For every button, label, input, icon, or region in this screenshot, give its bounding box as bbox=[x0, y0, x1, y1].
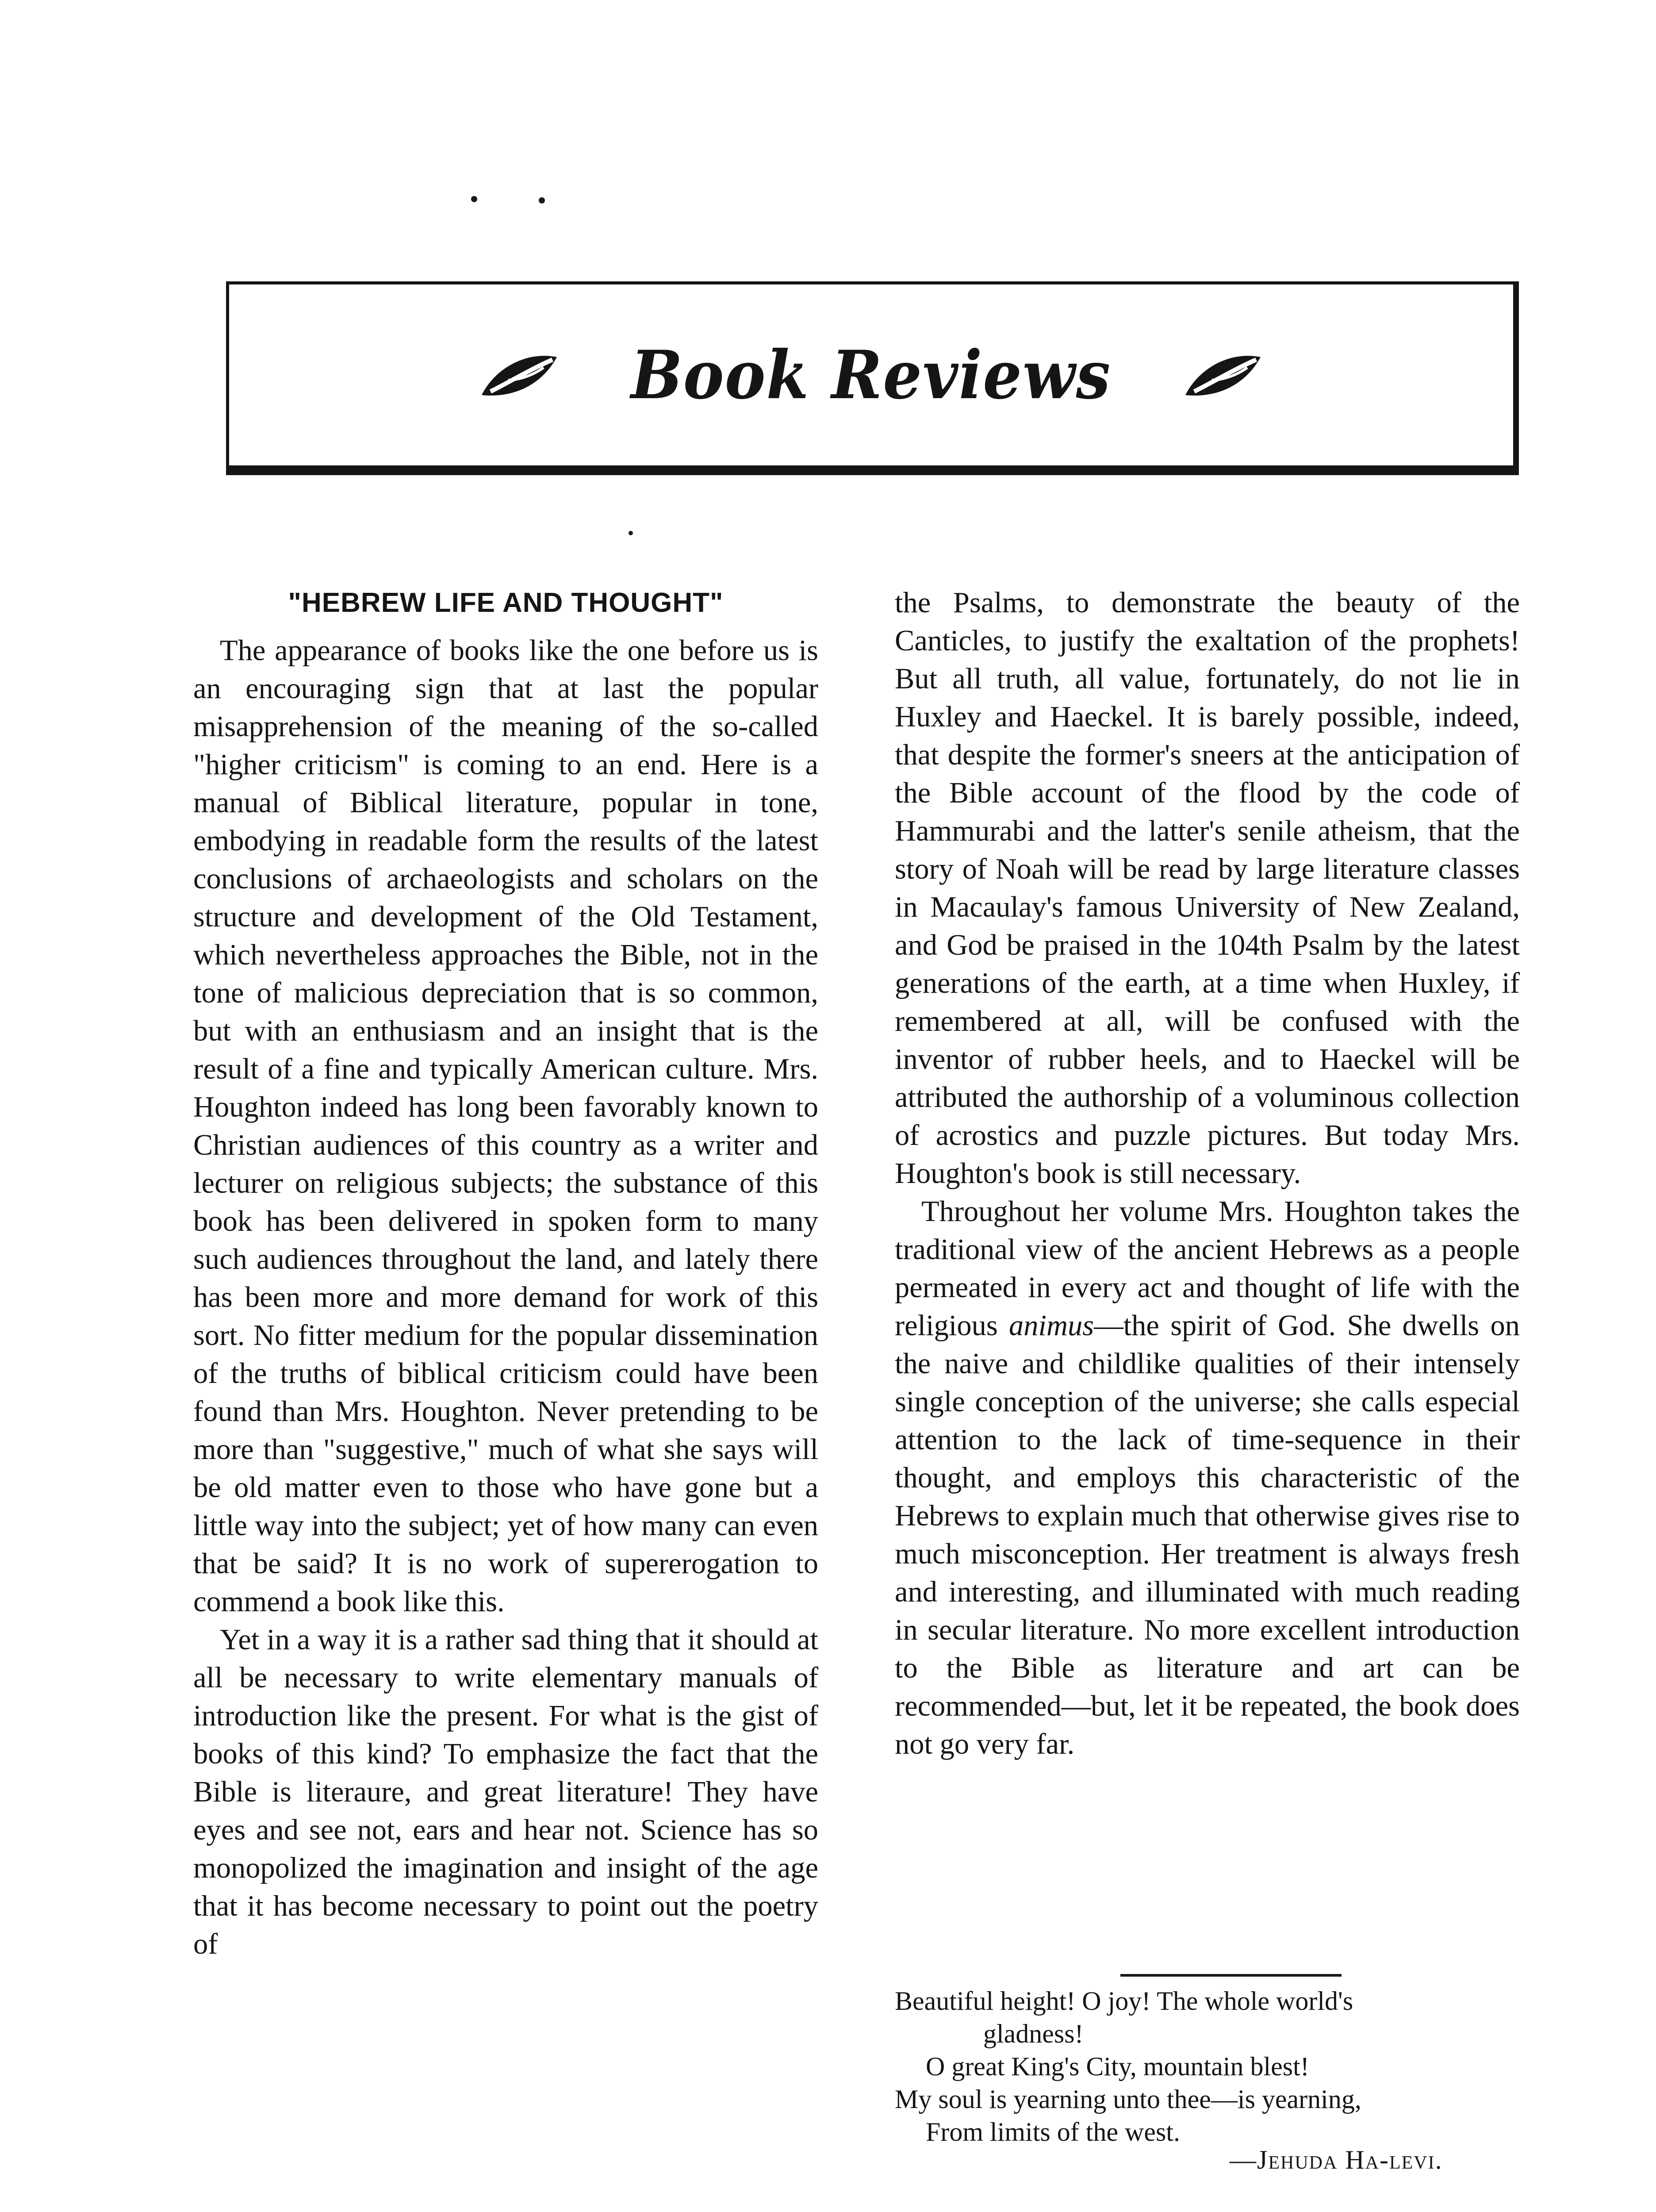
poem-line: O great King's City, mountain blest! bbox=[926, 2052, 1309, 2081]
italic-term: animus bbox=[1009, 1310, 1094, 1342]
ink-dot bbox=[539, 197, 545, 204]
poem-line: My soul is yearning unto thee—is yearning, bbox=[895, 2085, 1361, 2114]
ink-dot bbox=[471, 196, 477, 202]
section-title: Book Reviews bbox=[631, 336, 1112, 414]
header-box bbox=[226, 281, 1519, 475]
paragraph-text: —the spirit of God. She dwells on the naive and childlike qualities of their intensely single conception of the universe; she calls especial attention to the lack of time-sequence in their thought, and employs this characteristic of the Hebrews to explain much that otherwise gives rise to much misconception. Her treatment is always fresh and interesting, and illuminated with much reading in secular literature. No more excellent introduction to the Bible as literature and art can be recommended—but, let it be repeated, the book does not go very far. bbox=[895, 1310, 1520, 1760]
leaf-ornament-icon bbox=[1181, 351, 1265, 399]
poem-line: From limits of the west. bbox=[926, 2117, 1180, 2147]
divider-rule bbox=[1120, 1974, 1342, 1977]
paragraph: Yet in a way it is a rather sad thing that it should at all be necessary to write elementary manuals of introduction like the present. For what is the gist of books of this kind? To emphasize the fact that the Bible is literaure, and great literature! They have eyes and see not, ears and hear not. Science has so monopolized the imagination and insight of the age that it has become necessary to point out the poetry of bbox=[193, 1624, 818, 1960]
poem-line: gladness! bbox=[983, 2019, 1084, 2048]
left-column bbox=[193, 584, 818, 1963]
poem bbox=[895, 1985, 1567, 2148]
leaf-ornament-icon bbox=[477, 351, 561, 399]
article-title: "HEBREW LIFE AND THOUGHT" bbox=[288, 588, 724, 618]
poem-line: Beautiful height! O joy! The whole world's bbox=[895, 1986, 1353, 2016]
right-column bbox=[895, 584, 1520, 1763]
paragraph-text: Throughout her volume Mrs. Houghton takes the traditional view of the ancient Hebrews as a people permeated in every act and thought of life with the religious bbox=[895, 1195, 1520, 1342]
paragraph: The appearance of books like the one before us is an encouraging sign that at last the popular misapprehension of the meaning of the so-called "higher criticism" is coming to an end. Here is a manual of Biblical literature, popular in tone, embodying in readable form the results of the latest conclusions of archaeologists and scholars on the structure and development of the Old Testament, which nevertheless approaches the Bible, not in the tone of malicious depreciation that is so common, but with an enthusiasm and an insight that is the result of a fine and typically American culture. Mrs. Houghton indeed has long been favorably known to Christian audiences of this country as a writer and lecturer on religious subjects; the substance of this book has been delivered in spoken form to many such audiences throughout the land, and lately there has been more and more demand for work of this sort. No fitter medium for the popular dissemination of the truths of biblical criticism could have been found than Mrs. Houghton. Never pretending to be more than "suggestive," much of what she says will be old matter even to those who have gone but a little way into the subject; yet of how many can even that be said? It is no work of supererogation to commend a book like this. bbox=[193, 634, 818, 1618]
ink-dot bbox=[629, 531, 633, 535]
paragraph bbox=[895, 1193, 1520, 1763]
paragraph: the Psalms, to demonstrate the beauty of the Canticles, to justify the exaltation of the prophets! But all truth, all value, fortunately, do not lie in Huxley and Haeckel. It is barely possible, indeed, that despite the former's sneers at the anticipation of the Bible account of the flood by the code of Hammurabi and the latter's senile atheism, that the story of Noah will be read by large literature classes in Macaulay's famous University of New Zealand, and God be praised in the 104th Psalm by the latest generations of the earth, at a time when Huxley, if remembered at all, will be confused with the inventor of rubber heels, and to Haeckel will be attributed the authorship of a voluminous collection of acrostics and puzzle pictures. But today Mrs. Houghton's book is still necessary. bbox=[895, 587, 1520, 1190]
poem-attribution: —Jehuda Ha-levi. bbox=[1230, 2145, 1443, 2174]
